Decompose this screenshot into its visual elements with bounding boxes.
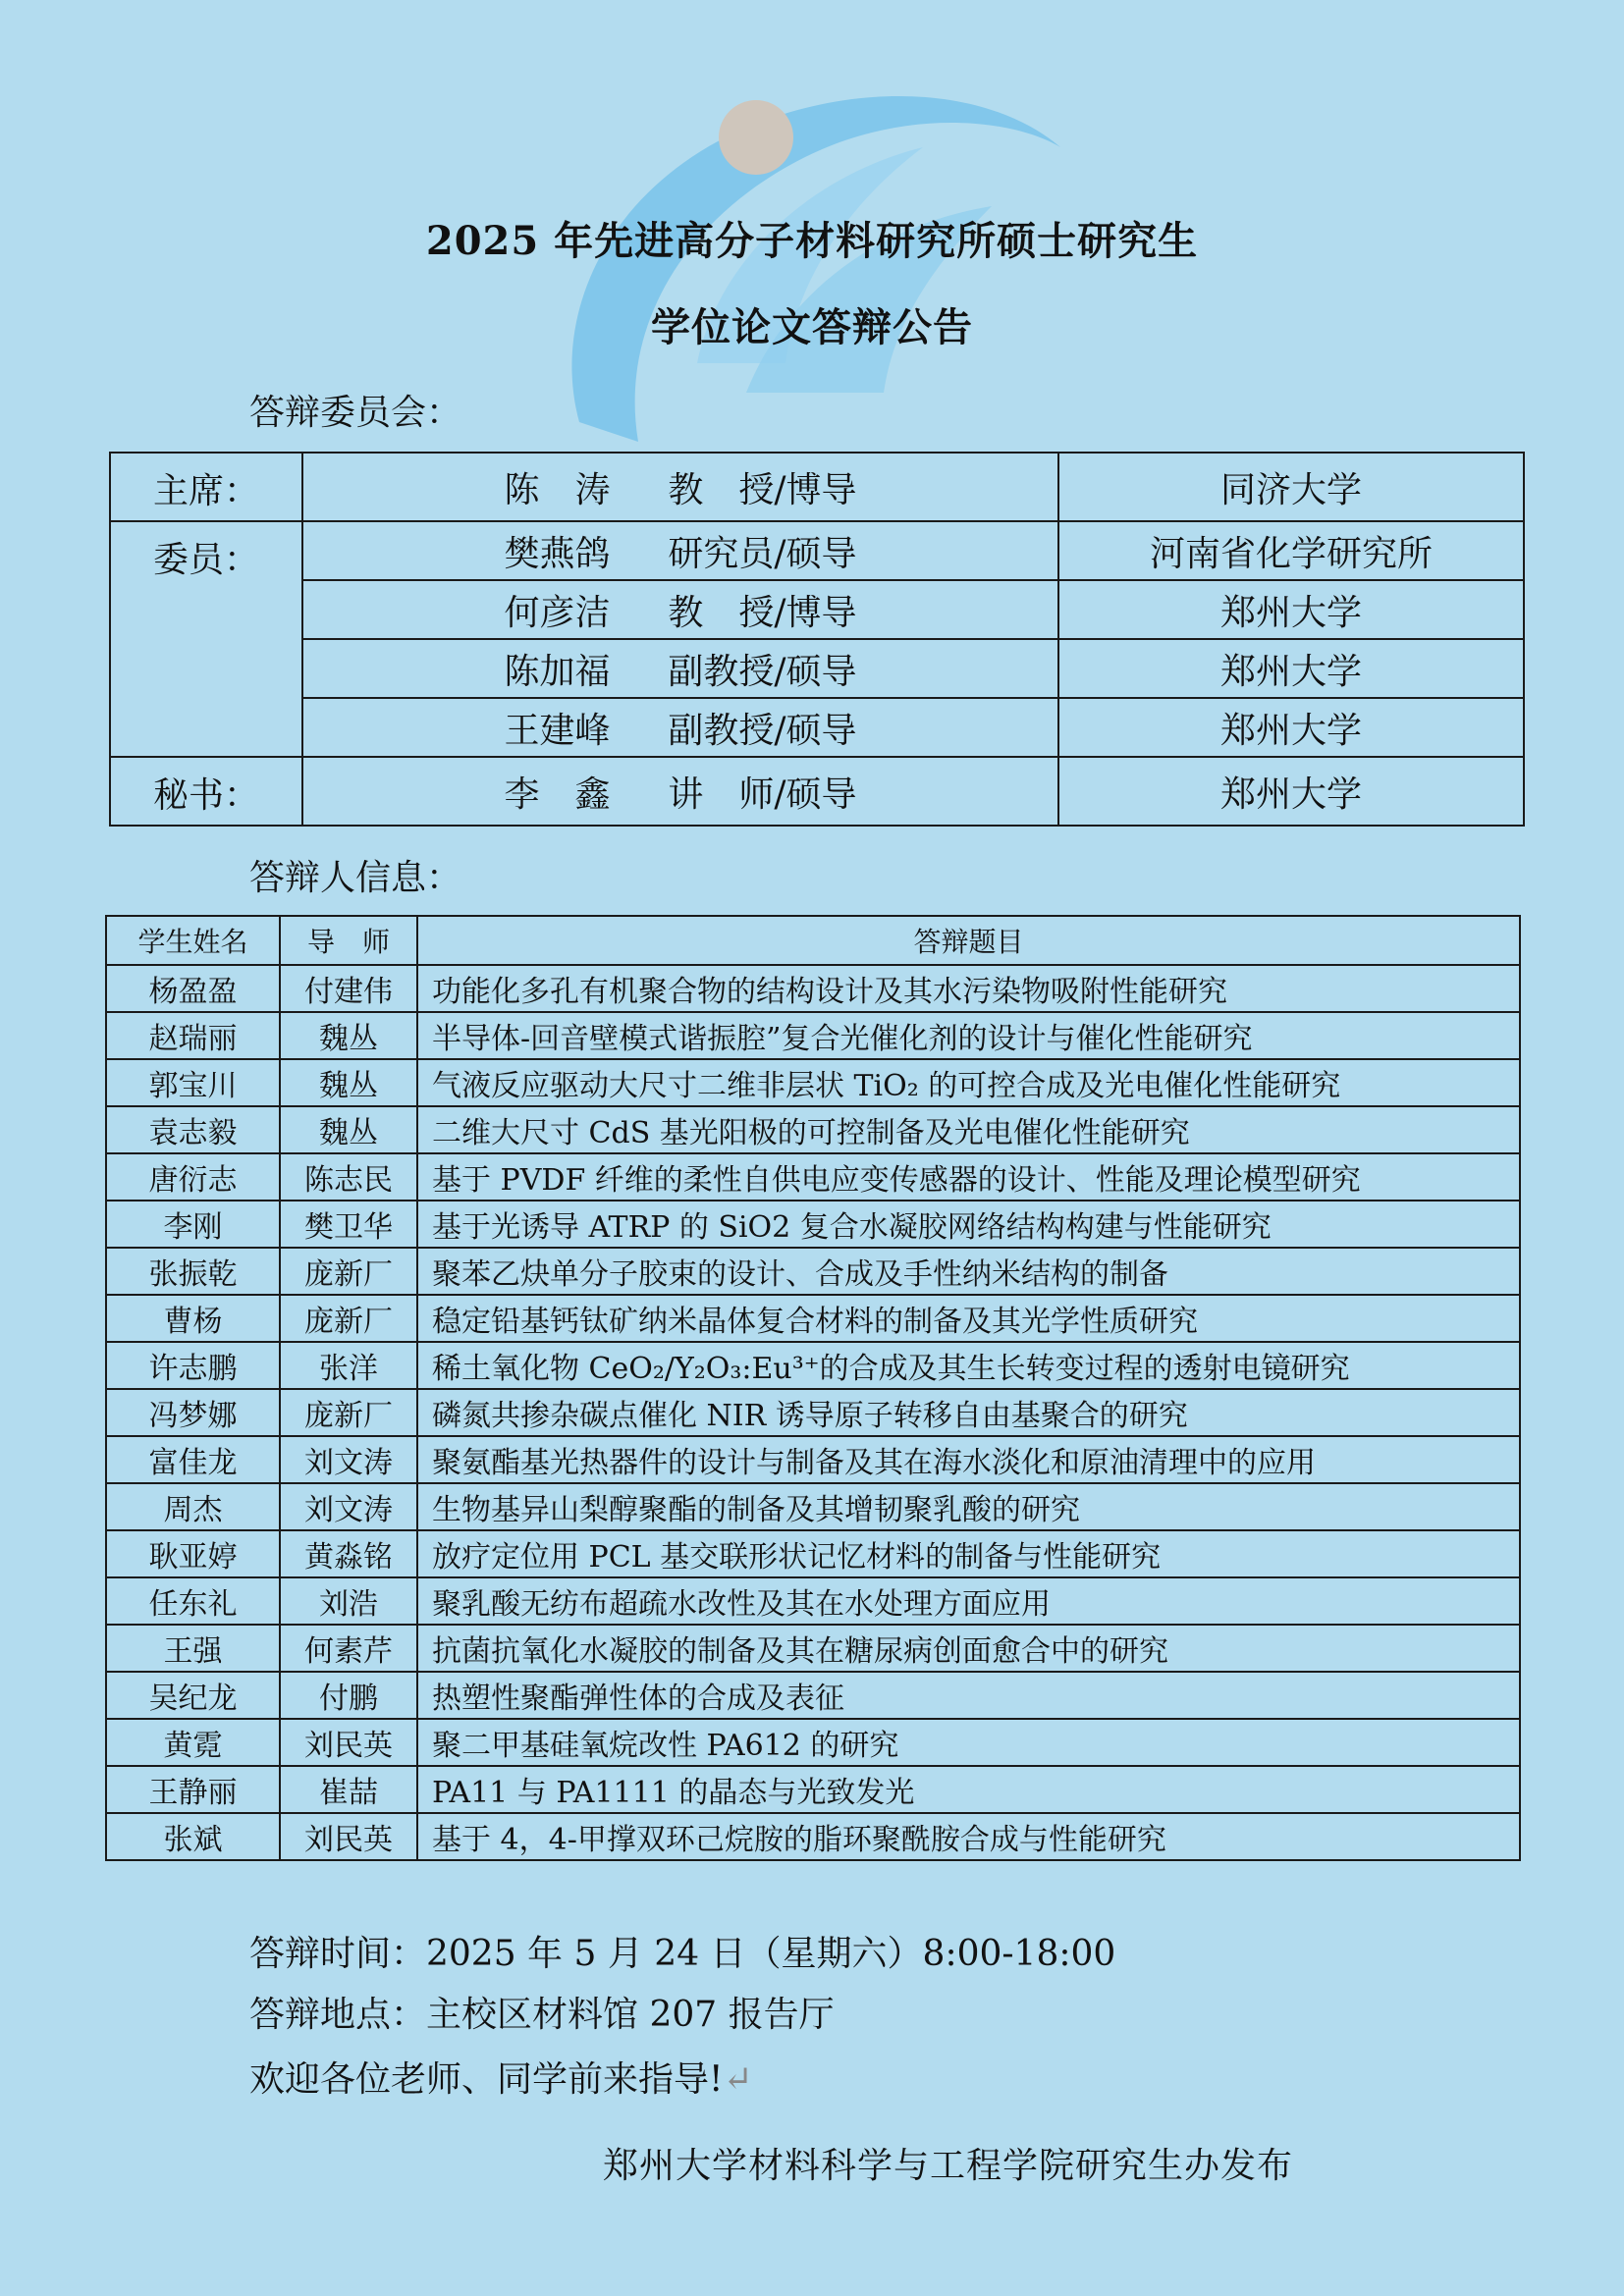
table-row: [110, 453, 1524, 521]
candidate-topic: 基于 PVDF 纤维的柔性自供电应变传感器的设计、性能及理论模型研究: [417, 1153, 1520, 1201]
committee-member: 陈加福 副教授/硕导: [302, 639, 1058, 698]
table-row: [106, 1059, 1520, 1106]
candidate-name: 耿亚婷: [106, 1530, 280, 1577]
candidate-name: 冯梦娜: [106, 1389, 280, 1436]
candidate-name: 许志鹏: [106, 1342, 280, 1389]
candidate-name: 周杰: [106, 1483, 280, 1530]
committee-role: 主席：: [110, 453, 302, 521]
committee-member: 樊燕鸽 研究员/硕导: [302, 521, 1058, 580]
candidate-topic: 稀土氧化物 CeO₂/Y₂O₃:Eu³⁺的合成及其生长转变过程的透射电镜研究: [417, 1342, 1520, 1389]
candidate-name: 袁志毅: [106, 1106, 280, 1153]
candidate-name: 曹杨: [106, 1295, 280, 1342]
candidate-topic: 抗菌抗氧化水凝胶的制备及其在糖尿病创面愈合中的研究: [417, 1625, 1520, 1672]
candidate-name: 张振乾: [106, 1248, 280, 1295]
candidate-topic: 气液反应驱动大尺寸二维非层状 TiO₂ 的可控合成及光电催化性能研究: [417, 1059, 1520, 1106]
candidate-advisor: 魏丛: [280, 1106, 417, 1153]
table-row: [106, 1389, 1520, 1436]
table-row: [106, 1672, 1520, 1719]
header-topic: 答辩题目: [417, 916, 1520, 965]
committee-org: 郑州大学: [1058, 580, 1524, 639]
candidate-advisor: 付鹏: [280, 1672, 417, 1719]
candidate-topic: 二维大尺寸 CdS 基光阳极的可控制备及光电催化性能研究: [417, 1106, 1520, 1153]
candidate-advisor: 付建伟: [280, 965, 417, 1012]
table-row: [110, 757, 1524, 826]
table-row: [106, 1248, 1520, 1295]
candidate-topic: 生物基异山梨醇聚酯的制备及其增韧聚乳酸的研究: [417, 1483, 1520, 1530]
page-title: 2025 年先进高分子材料研究所硕士研究生: [425, 218, 1199, 264]
candidate-advisor: 刘文涛: [280, 1483, 417, 1530]
candidate-advisor: 刘文涛: [280, 1436, 417, 1483]
committee-member: 王建峰 副教授/硕导: [302, 698, 1058, 757]
table-row: [106, 1766, 1520, 1813]
candidate-topic: PA11 与 PA1111 的晶态与光致发光: [417, 1766, 1520, 1813]
committee-org: 郑州大学: [1058, 639, 1524, 698]
candidate-advisor: 樊卫华: [280, 1201, 417, 1248]
welcome-line: [249, 2052, 753, 2102]
candidates-table: [105, 915, 1521, 1861]
table-row: [110, 521, 1524, 580]
candidate-topic: 聚乳酸无纺布超疏水改性及其在水处理方面应用: [417, 1577, 1520, 1625]
candidate-name: 王静丽: [106, 1766, 280, 1813]
committee-label: 答辩委员会：: [249, 393, 462, 433]
candidate-advisor: 魏丛: [280, 1012, 417, 1059]
candidate-name: 杨盈盈: [106, 965, 280, 1012]
publisher: 郑州大学材料科学与工程学院研究生办发布: [603, 2146, 1294, 2186]
candidate-name: 王强: [106, 1625, 280, 1672]
table-row: [110, 639, 1524, 698]
table-row: [106, 1577, 1520, 1625]
page-subtitle: 学位论文答辩公告: [651, 304, 973, 350]
candidate-name: 张斌: [106, 1813, 280, 1860]
committee-member: 陈 涛 教 授/博导: [302, 453, 1058, 521]
candidate-advisor: 何素芹: [280, 1625, 417, 1672]
candidate-advisor: 崔喆: [280, 1766, 417, 1813]
table-row: [106, 1483, 1520, 1530]
committee-member: 李 鑫 讲 师/硕导: [302, 757, 1058, 826]
candidate-name: 吴纪龙: [106, 1672, 280, 1719]
table-row: [106, 1719, 1520, 1766]
candidate-advisor: 庞新厂: [280, 1248, 417, 1295]
candidates-body: [106, 965, 1520, 1860]
candidate-name: 李刚: [106, 1201, 280, 1248]
candidate-advisor: 庞新厂: [280, 1295, 417, 1342]
committee-table: [109, 452, 1525, 827]
candidate-advisor: 刘民英: [280, 1719, 417, 1766]
committee-role: 委员：: [110, 521, 302, 757]
welcome-text: 欢迎各位老师、同学前来指导!: [249, 2059, 724, 2100]
committee-role: 秘书：: [110, 757, 302, 826]
table-row: [106, 1530, 1520, 1577]
candidate-name: 郭宝川: [106, 1059, 280, 1106]
candidate-advisor: 陈志民: [280, 1153, 417, 1201]
table-row: [106, 1813, 1520, 1860]
institute-logo-icon: [550, 69, 1080, 481]
defense-location: 答辩地点：主校区材料馆 207 报告厅: [249, 1995, 835, 2035]
candidate-name: 赵瑞丽: [106, 1012, 280, 1059]
candidate-topic: 磷氮共掺杂碳点催化 NIR 诱导原子转移自由基聚合的研究: [417, 1389, 1520, 1436]
committee-org: 郑州大学: [1058, 757, 1524, 826]
candidate-topic: 功能化多孔有机聚合物的结构设计及其水污染物吸附性能研究: [417, 965, 1520, 1012]
candidate-topic: 聚氨酯基光热器件的设计与制备及其在海水淡化和原油清理中的应用: [417, 1436, 1520, 1483]
candidate-name: 任东礼: [106, 1577, 280, 1625]
table-row: [110, 580, 1524, 639]
defense-time: 答辩时间：2025 年 5 月 24 日（星期六）8:00-18:00: [249, 1934, 1116, 1974]
table-header-row: [106, 916, 1520, 965]
table-row: [106, 1201, 1520, 1248]
candidate-topic: 聚苯乙炔单分子胶束的设计、合成及手性纳米结构的制备: [417, 1248, 1520, 1295]
candidate-topic: 稳定铅基钙钛矿纳米晶体复合材料的制备及其光学性质研究: [417, 1295, 1520, 1342]
return-mark: ↵: [723, 2059, 753, 2100]
candidate-topic: 热塑性聚酯弹性体的合成及表征: [417, 1672, 1520, 1719]
candidate-advisor: 黄淼铭: [280, 1530, 417, 1577]
committee-org: 河南省化学研究所: [1058, 521, 1524, 580]
table-row: [106, 1295, 1520, 1342]
candidate-advisor: 张洋: [280, 1342, 417, 1389]
candidate-topic: 基于光诱导 ATRP 的 SiO2 复合水凝胶网络结构构建与性能研究: [417, 1201, 1520, 1248]
table-row: [106, 1153, 1520, 1201]
committee-org: 郑州大学: [1058, 698, 1524, 757]
table-row: [106, 1106, 1520, 1153]
candidate-advisor: 刘民英: [280, 1813, 417, 1860]
candidate-name: 富佳龙: [106, 1436, 280, 1483]
candidate-name: 黄霓: [106, 1719, 280, 1766]
candidate-advisor: 庞新厂: [280, 1389, 417, 1436]
candidate-topic: 放疗定位用 PCL 基交联形状记忆材料的制备与性能研究: [417, 1530, 1520, 1577]
table-row: [106, 1625, 1520, 1672]
table-row: [110, 698, 1524, 757]
table-row: [106, 1012, 1520, 1059]
header-advisor: 导 师: [280, 916, 417, 965]
table-row: [106, 1342, 1520, 1389]
candidate-topic: 聚二甲基硅氧烷改性 PA612 的研究: [417, 1719, 1520, 1766]
candidate-name: 唐衍志: [106, 1153, 280, 1201]
table-row: [106, 965, 1520, 1012]
committee-member: 何彦洁 教 授/博导: [302, 580, 1058, 639]
header-student-name: 学生姓名: [106, 916, 280, 965]
table-row: [106, 1436, 1520, 1483]
candidate-advisor: 魏丛: [280, 1059, 417, 1106]
candidate-topic: 基于 4，4-甲撑双环己烷胺的脂环聚酰胺合成与性能研究: [417, 1813, 1520, 1860]
candidate-advisor: 刘浩: [280, 1577, 417, 1625]
candidate-topic: 半导体-回音壁模式谐振腔”复合光催化剂的设计与催化性能研究: [417, 1012, 1520, 1059]
committee-org: 同济大学: [1058, 453, 1524, 521]
candidates-label: 答辩人信息：: [249, 858, 462, 898]
